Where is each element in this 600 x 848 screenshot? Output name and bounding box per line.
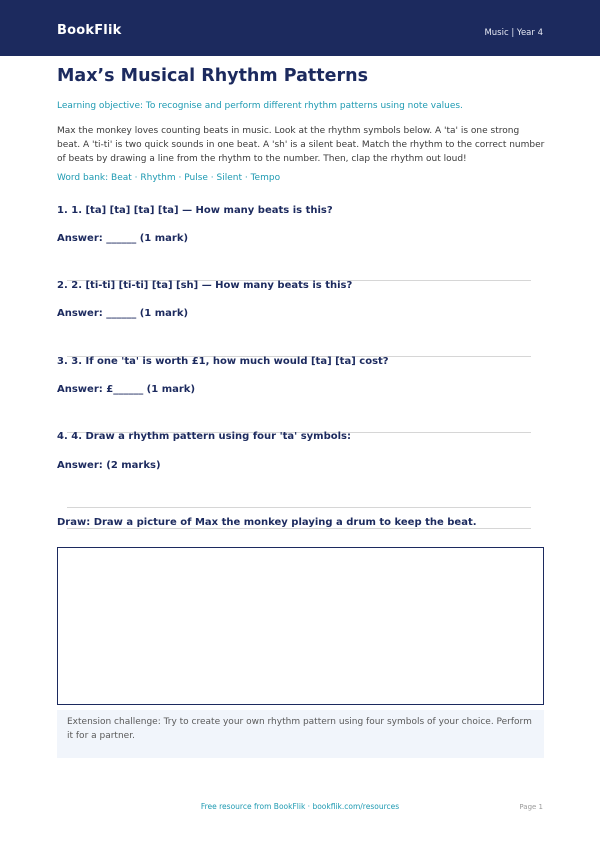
extension-challenge	[57, 710, 544, 758]
page-title: Max’s Musical Rhythm Patterns	[57, 66, 368, 86]
draw-prompt-divider	[67, 528, 531, 529]
answer-4: Answer: (2 marks)	[57, 460, 161, 471]
answer-divider	[67, 507, 531, 508]
footer-text: Free resource from BookFlik · bookflik.com/resources	[200, 802, 400, 811]
page-header	[0, 0, 600, 56]
extension-text: Extension challenge: Try to create your own rhythm pattern using four symbols of your choice. Perform it for a partner.	[67, 717, 532, 741]
brand-logo-text: BookFlik	[57, 23, 122, 38]
answer-3: Answer: £______ (1 mark)	[57, 384, 196, 395]
answer-1: Answer: ______ (1 mark)	[57, 233, 189, 244]
answer-2: Answer: ______ (1 mark)	[57, 308, 189, 319]
draw-prompt: Draw: Draw a picture of Max the monkey playing a drum to keep the beat.	[57, 517, 477, 528]
subject-year-label: Music | Year 4	[484, 28, 543, 38]
drawing-area[interactable]	[57, 547, 544, 705]
learning-objective: Learning objective: To recognise and perform different rhythm patterns using note values.	[57, 101, 463, 111]
question-4: 4. 4. Draw a rhythm pattern using four 'ta' symbols:	[57, 431, 351, 442]
question-3: 3. 3. If one 'ta' is worth £1, how much would [ta] [ta] cost?	[57, 356, 389, 367]
word-bank: Word bank: Beat · Rhythm · Pulse · Silent · Tempo	[57, 173, 281, 183]
question-1: 1. 1. [ta] [ta] [ta] [ta] — How many beats is this?	[57, 205, 333, 216]
intro-paragraph: Max the monkey loves counting beats in music. Look at the rhythm symbols below. A 'ta' is one strong beat. A 'ti-ti' is two quick sounds in one beat. A 'sh' is a silent beat. Match the rhythm to the correct number of beats by drawing a line from the rhythm to the number. Then, clap the rhythm out loud!	[57, 126, 545, 164]
question-2: 2. 2. [ti-ti] [ti-ti] [ta] [sh] — How many beats is this?	[57, 280, 353, 291]
page-number: Page 1	[519, 803, 543, 811]
